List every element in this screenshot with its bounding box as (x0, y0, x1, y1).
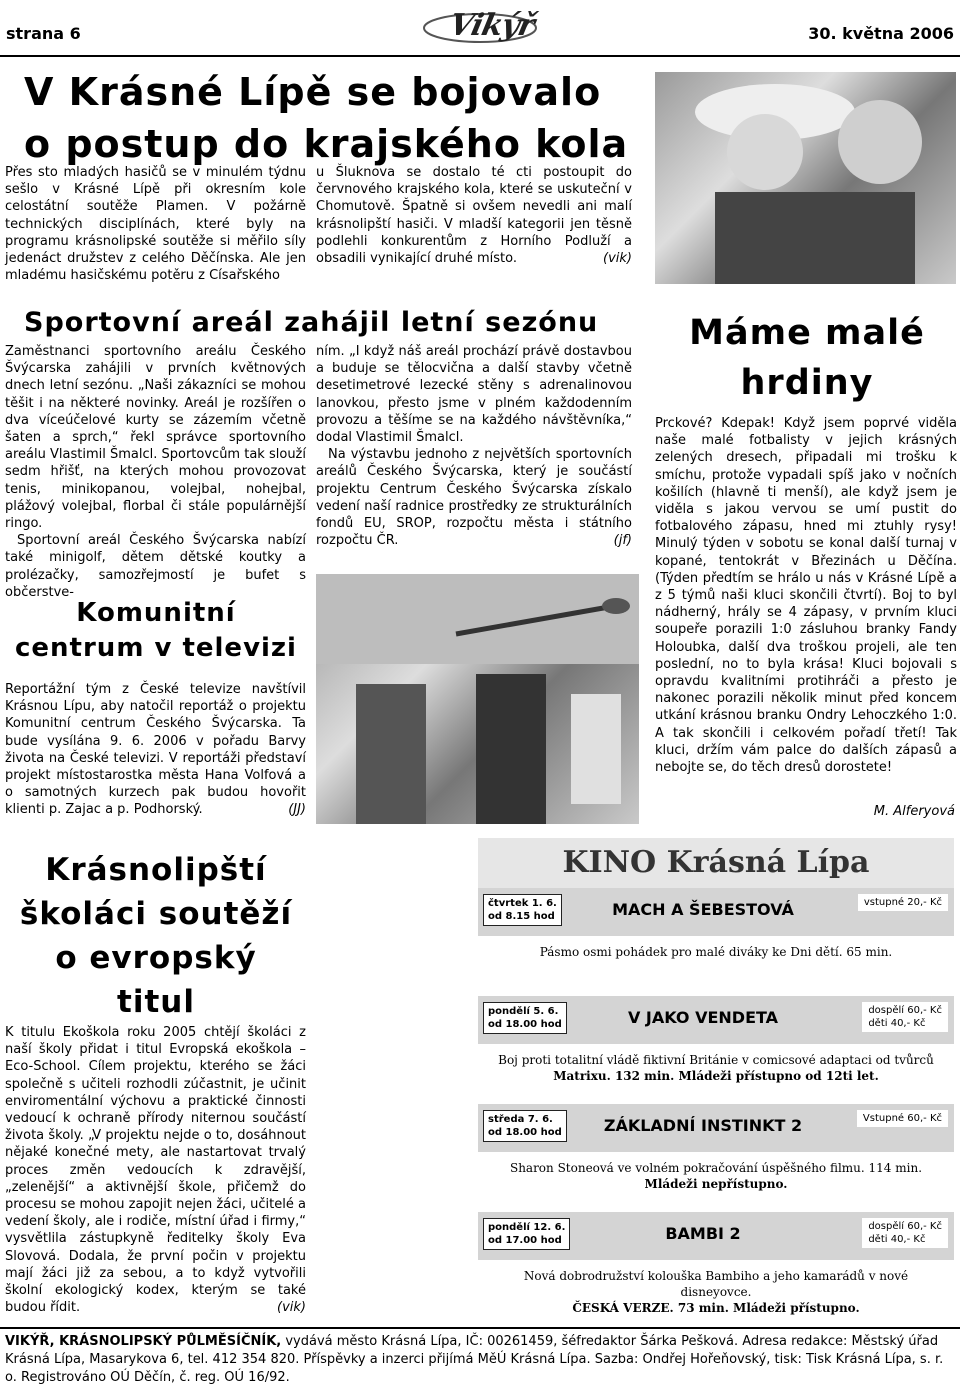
article-tv-title (0, 596, 312, 666)
footer-imprint (0, 1327, 960, 1387)
film-description (488, 1052, 944, 1084)
article-sports-title: Sportovní areál zahájil letní sezónu (24, 307, 599, 338)
title-line-1: Krásnolipští (45, 852, 267, 888)
film-row (478, 1212, 954, 1320)
film-date (483, 894, 562, 926)
film-desc-line: Pásmo osmi pohádek pro malé diváky ke Dni dětí. 65 min. (539, 945, 893, 959)
article-football-text: Prckové? Kdepak! Když jsem poprvé viděla naše malé fotbalisty v jejich krásných zelených dresech, připadali mi trošku k smíchu, protože vypadali spíš jako v nočních košilích (hlavně ti menší), ale když jsem je viděla s jakou vervou se umí pustit do fotbalového zápasu, hned mi ztuhly rysy! Minulý týden v sobotu se konal další turnaj v kopané, tentokrát v Březinách u Děčína. (Týden předtím se hrálo u nás v Krásné Lípě a z 5 týmů naši kluci skončili čtvrtí). Boj to byl nádherný, hrály se 4 zápasy, v prvním kluci soupeře porazili 1:0 zásluhou branky Fandy Holoubka, další dva troškou projeli, ale ten poslední, no to byla krása! Kluci bojovali s opravdu kvalitními protihráči a přesto je nakonec porazili několik minut před koncem utkání krásnou branku Ondry Lehoczkého 1:0. A tak skončili i celkovém pořadí třetí! Tak kluci, držím vám palce do dalších zápasů a nebojte se, do těch dresů dorostete! (655, 416, 957, 776)
article-sports-col2 (316, 343, 632, 549)
cinema-title-bar (478, 838, 954, 888)
logo-text: Vikýř (446, 8, 537, 43)
title-line-2: školáci soutěží (19, 896, 293, 932)
photo-young-firefighters (655, 72, 956, 284)
film-desc-line: Nová dobrodružství kolouška Bambiho a jeho kamarádů v nové disneyovce. (523, 1269, 909, 1299)
children-helmets-icon (655, 72, 956, 284)
film-time-line: od 18.00 hod (488, 1127, 562, 1138)
article-ecoschool-text (5, 1024, 306, 1316)
film-desc-line-2: ČESKÁ VERZE. 73 min. Mládeži přístupno. (572, 1301, 860, 1315)
film-price-line: dospělí 60,- Kč (868, 1005, 942, 1016)
title-line-4: titul (117, 984, 195, 1020)
film-description (488, 944, 944, 960)
film-date-line: středa 7. 6. (488, 1114, 553, 1125)
film-price (857, 1110, 948, 1127)
film-price-line: Vstupné 60,- Kč (862, 1113, 942, 1124)
article-firefighters-col1: Přes sto mladých hasičů se v minulém týdnu sešlo v Krásné Lípě při okresním kole celostátní soutěže Plamen. V požárně technických disciplínách, které byly na programu krásnolipské soutěže si měřilo síly jedenáct družstev z celého Děčínska. Ale jen mladému hasičskému potěru z Císařského (5, 165, 306, 284)
title-line-1: Komunitní (76, 598, 236, 628)
col1-text: Zaměstnanci sportovního areálu Českého Švýcarska zahájili v prvních květnových dnech letní sezónu. „Naši zákazníci se mohou těšit i na některé novinky. Areál je rozšířen o dva víceúčelové kurty se zázemím včetně šaten a sprch,“ řekl správce sportovního areálu Vlastimil Šmalcl. Sportovcům tak slouží sedm hřišť, na kterých mohou provozovat tenis, minikopanou, volejbal, nohejbal, plážový volejbal, florbal či stále populárnější ringo. (5, 344, 306, 532)
title-line-2: o postup do krajského kola (24, 122, 629, 166)
film-time-line: od 17.00 hod (488, 1235, 562, 1246)
article-tv-text (5, 681, 306, 819)
camera-crew-icon (316, 574, 639, 824)
article-ecoschool-title (0, 848, 312, 1024)
film-description (488, 1160, 944, 1192)
film-price-line: vstupné 20,- Kč (863, 897, 942, 908)
title-line-1: Máme malé (689, 313, 925, 353)
film-price (858, 894, 948, 911)
page-number: strana 6 (6, 24, 81, 43)
film-description (488, 1268, 944, 1316)
film-price-line-2: děti 40,- Kč (868, 1018, 926, 1029)
page-header (0, 0, 960, 57)
film-price-line-2: děti 40,- Kč (868, 1234, 926, 1245)
title-line-3: o evropský (55, 940, 257, 976)
film-row (478, 996, 954, 1104)
signature: (jf) (613, 533, 632, 549)
article-football-title (655, 308, 959, 408)
article-sports-col1 (5, 343, 306, 601)
signature: (JJ) (288, 802, 306, 818)
photo-tv-crew (316, 574, 639, 824)
signature: (vik) (603, 251, 632, 267)
film-date (483, 1110, 567, 1142)
film-price (862, 1002, 948, 1032)
title-line-2: centrum v televizi (15, 633, 297, 663)
film-title: BAMBI 2 (665, 1224, 741, 1243)
film-desc-line: Boj proti totalitní vládě fiktivní Británie v comicsové adaptaci od tvůrců (498, 1053, 934, 1067)
film-price (862, 1218, 948, 1248)
cinema-program (478, 838, 954, 1322)
film-date (483, 1002, 567, 1034)
film-row (478, 888, 954, 996)
footer-text (5, 1333, 955, 1387)
film-date (483, 1218, 570, 1250)
film-title: ZÁKLADNÍ INSTINKT 2 (603, 1116, 803, 1135)
vikyr-logo (420, 6, 540, 46)
film-desc-line-2: Matrixu. 132 min. Mládeži přístupno od 12ti let. (553, 1069, 879, 1083)
cinema-title: KINO Krásná Lípa (562, 845, 870, 880)
film-price-line: dospělí 60,- Kč (868, 1221, 942, 1232)
film-title: MACH A ŠEBESTOVÁ (612, 900, 794, 919)
footer-details: vydává město Krásná Lípa, IČ: 00261459, šéfredaktor Šárka Pešková. Adresa redakce: Městský úřad Krásná Lípa, Masarykova 6, tel. 412 354 820. Příspěvky a inzerci přijímá MěÚ Krásná Lípa. Sazba: Ondřej Hořeňovský, tisk: Tisk Krásná Lípa, s. r. o. Registrováno OÚ Děčín, č. reg. OÚ 16/92. (5, 1334, 944, 1385)
text: K titulu Ekoškola roku 2005 chtějí školáci z naší školy přidat i titul Evropská ekoškola – Eco-School. Cílem projektu, kterého se žáci společně s učiteli rozhodli zúčastnit, je učinit enviromentální výchovu a praktické činnosti vedoucí k ochraně přírody niternou součástí života školy. „V projektu nejde o to, dosáhnout nějaké konečné mety, ale nastartovat trvalý proces změn vedoucích k zdravější, „zelenější“ a aktivnější škole, přičemž do procesu se mohou zapojit nejen žáci, učitelé a vedení školy, ale i rodiče, místní úřad i firmy,“ vysvětlila zástupkyně ředitelky školy Eva Slovová. Dodala, že první počin v projektu mají žáci již za sebou, a to když vytvořili školní ekologický kodex, kterým se také budou řídit. (5, 1025, 306, 1316)
film-date-line: čtvrtek 1. 6. (488, 898, 557, 909)
col2-text-b: Na výstavbu jednoho z největších sportovních areálů Českého Švýcarska, který je součástí projektu Centrum Českého Švýcarska získalo vedení naší radnice prostředky ze strukturálních fondů EU, SROP, rozpočtu města i státního rozpočtu ČR. (316, 447, 632, 549)
film-time-line: od 18.00 hod (488, 1019, 562, 1030)
film-desc-line-2: Mládeži nepřístupno. (644, 1177, 788, 1191)
article-firefighters-title (24, 66, 644, 170)
col1-text-b: Sportovní areál Českého Švýcarska nabízí také minigolf, dětem dětské koutky a prolézačky, samozřejmostí je bufet s občerstve- (5, 533, 306, 600)
article-football-signature: M. Alferyová (873, 804, 955, 819)
title-line-2: hrdiny (740, 363, 874, 403)
article-firefighters-col2 (316, 164, 632, 267)
col2-text: ním. „I když náš areál prochází právě dostavbou a buduje se tělocvična a další stavby včetně desetimetrové lezecké stěny s adrenalinovou lanovkou, přesto jsme v plném každodenním provozu a těšíme se na každého návštěvníka,“ dodal Vlastimil Šmalcl. (316, 344, 632, 446)
film-desc-line: Sharon Stoneová ve volném pokračování úspěšného filmu. 114 min. (509, 1161, 923, 1175)
footer-publisher: VIKÝŘ, KRÁSNOLIPSKÝ PŮLMĚSÍČNÍK, (5, 1334, 282, 1349)
signature: (vik) (277, 1300, 306, 1316)
film-title: V JAKO VENDETA (627, 1008, 779, 1027)
film-time-line: od 8.15 hod (488, 911, 555, 922)
col2-text: u Šluknova se dostalo té cti postoupit do červnového krajského kola, které se uskuteční v Chomutově. Špatně si ovšem nevedli ani malí krásnolipští hasiči. V mladší kategorii jen těsně podlehli konkurentům z Horního Podluží a obsadili vynikající druhé místo. (316, 165, 632, 267)
film-date-line: pondělí 12. 6. (488, 1222, 566, 1233)
title-line-1: V Krásné Lípě se bojovalo (24, 70, 602, 114)
film-date-line: pondělí 5. 6. (488, 1006, 559, 1017)
issue-date: 30. května 2006 (808, 24, 954, 43)
text: Reportážní tým z České televize navštívil Krásnou Lípu, aby natočil reportáž o projektu Komunitní centrum Českého Švýcarska. Ta bude vysílána 9. 6. 2006 v pořadu Barvy života na České televizi. V reportáži představí projekt místostarostka města Hana Volfová a o samotných kurzech pak budou hovořit klienti p. Zajac a p. Podhorský. (5, 682, 306, 818)
film-row (478, 1104, 954, 1212)
